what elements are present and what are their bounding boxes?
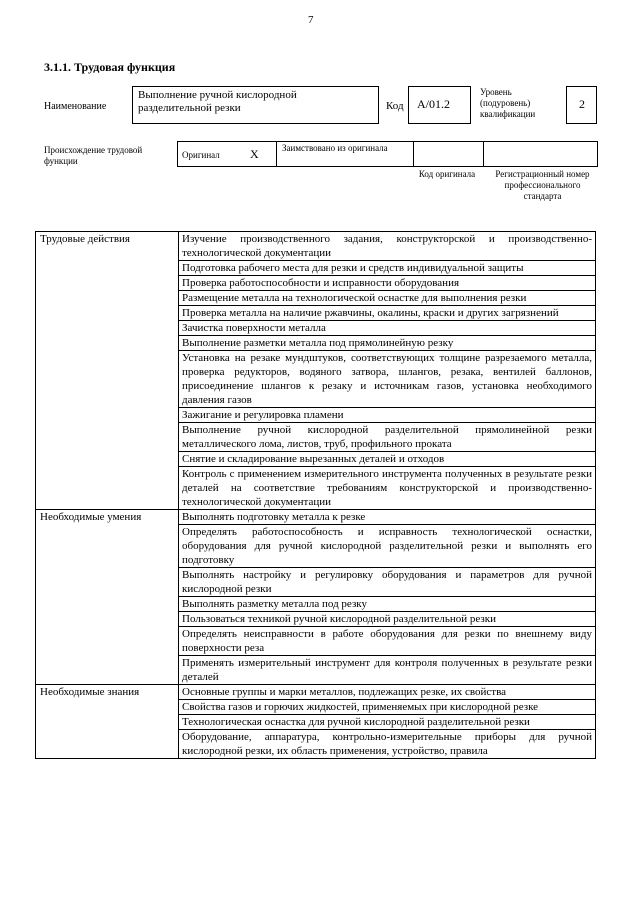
page-number: 7 — [308, 14, 314, 26]
table-row — [36, 510, 596, 525]
origin-row — [177, 141, 598, 167]
item-cell: Изучение производственного задания, конструкторской и производственно-технологической документации — [179, 232, 596, 261]
category-cell: Необходимые умения — [36, 510, 179, 685]
item-cell: Контроль с применением измерительного инструмента полученных в результате резки деталей на соответствие требованиям конструкторской и производственно-технологической документации — [179, 467, 596, 510]
item-cell: Пользоваться техникой ручной кислородной разделительной резки — [179, 612, 596, 627]
item-cell: Определять неисправности в работе оборудования для резки по внешнему виду поверхности реза — [179, 627, 596, 656]
item-cell: Размещение металла на технологической оснастке для выполнения резки — [179, 291, 596, 306]
item-cell: Подготовка рабочего места для резки и средств индивидуальной защиты — [179, 261, 596, 276]
original-label: Оригинал — [182, 150, 220, 160]
level-label: Уровень (подуровень) квалификации — [480, 87, 536, 119]
function-name-value: Выполнение ручной кислородной разделительной резки — [138, 89, 297, 114]
item-cell: Проверка металла на наличие ржавчины, окалины, краски и других загрязнений — [179, 306, 596, 321]
item-cell: Выполнять настройку и регулировку оборудования и параметров для ручной кислородной резки — [179, 568, 596, 597]
section-title: 3.1.1. Трудовая функция — [44, 60, 176, 74]
code-value: А/01.2 — [417, 97, 450, 111]
function-name-field — [132, 86, 379, 124]
code-label: Код — [386, 100, 404, 112]
level-value: 2 — [579, 97, 585, 111]
borrowed-label: Заимствовано из оригинала — [282, 143, 388, 153]
item-cell: Оборудование, аппаратура, контрольно-измерительные приборы для ручной кислородной резки, их область применения, устройство, правила — [179, 730, 596, 759]
original-code-caption: Код оригинала — [418, 169, 476, 179]
item-cell: Технологическая оснастка для ручной кислородной разделительной резки — [179, 715, 596, 730]
item-cell: Применять измерительный инструмент для контроля полученных в результате резки деталей — [179, 656, 596, 685]
item-cell: Основные группы и марки металлов, подлежащих резке, их свойства — [179, 685, 596, 700]
item-cell: Зачистка поверхности металла — [179, 321, 596, 336]
item-cell: Выполнение ручной кислородной разделительной прямолинейной резки металлического лома, листов, труб, профильного проката — [179, 423, 596, 452]
function-details-table — [35, 231, 596, 759]
code-field — [408, 86, 471, 124]
origin-divider — [276, 142, 277, 166]
item-cell: Определять работоспособность и исправность технологической оснастки, оборудования для ручной кислородной разделительной резки и выполнять его подготовку — [179, 525, 596, 568]
original-mark: X — [250, 147, 259, 161]
category-cell: Необходимые знания — [36, 685, 179, 759]
table-row — [36, 685, 596, 700]
category-cell: Трудовые действия — [36, 232, 179, 510]
item-cell: Снятие и складирование вырезанных деталей и отходов — [179, 452, 596, 467]
item-cell: Выполнять подготовку металла к резке — [179, 510, 596, 525]
item-cell: Установка на резаке мундштуков, соответствующих толщине разрезаемого металла, проверка редукторов, водяного затвора, шлангов, резака, вентилей баллонов, присоединение шлангов к резаку и источникам газов, установка необходимого давления газов — [179, 351, 596, 408]
item-cell: Проверка работоспособности и исправности оборудования — [179, 276, 596, 291]
item-cell: Свойства газов и горючих жидкостей, применяемых при кислородной резке — [179, 700, 596, 715]
item-cell: Выполнять разметку металла под резку — [179, 597, 596, 612]
origin-label: Происхождение трудовой функции — [44, 145, 143, 166]
table-row — [36, 232, 596, 261]
name-label: Наименование — [44, 101, 107, 112]
level-field — [566, 86, 597, 124]
item-cell: Зажигание и регулировка пламени — [179, 408, 596, 423]
item-cell: Выполнение разметки металла под прямолинейную резку — [179, 336, 596, 351]
origin-divider — [483, 142, 484, 166]
origin-divider — [413, 142, 414, 166]
registration-number-caption: Регистрационный номер профессионального стандарта — [495, 169, 590, 201]
